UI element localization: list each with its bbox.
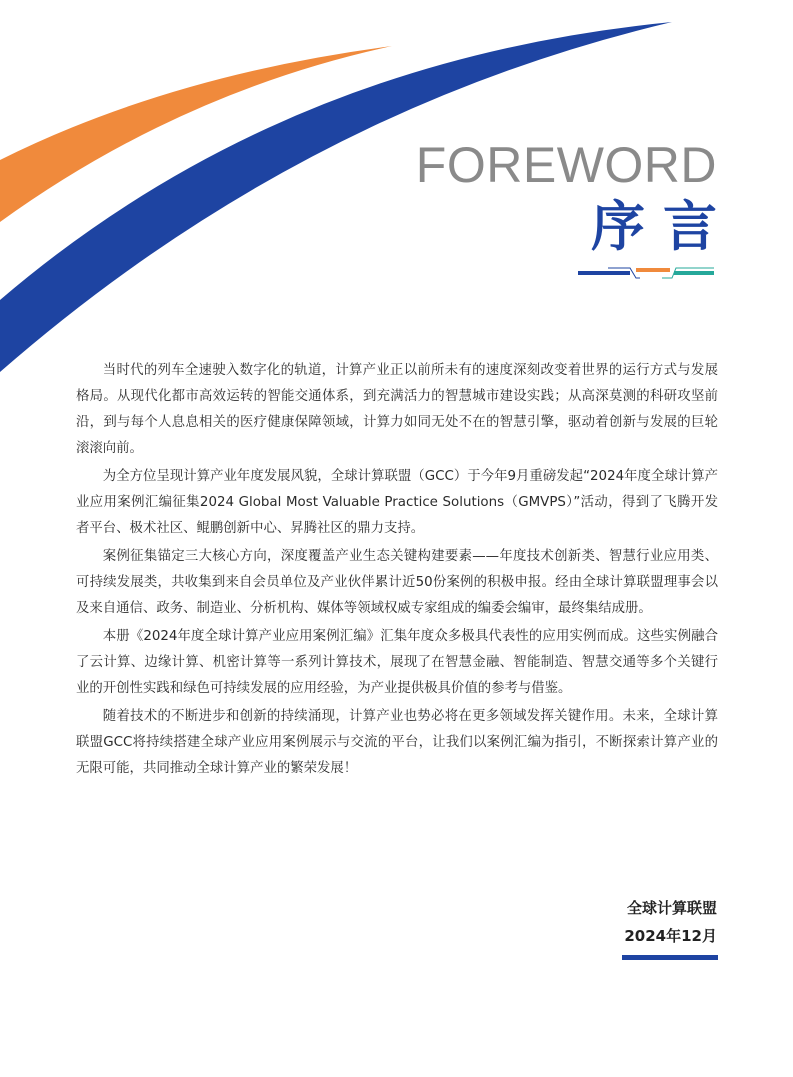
paragraph: 随着技术的不断进步和创新的持续涌现，计算产业也势必将在更多领域发挥关键作用。未来，全球计算联盟GCC将持续搭建全球产业应用案例展示与交流的平台，让我们以案例汇编为指引，不断探索计算产业的无限可能，共同推动全球计算产业的繁荣发展！ <box>76 709 718 776</box>
paragraph: 为全方位呈现计算产业年度发展风貌，全球计算联盟（GCC）于今年9月重磅发起“2024年度全球计算产业应用案例汇编征集2024 Global Most Valuable Practice Solutions（GMVPS）”活动，得到了飞腾开发者平台、极术社区、鲲鹏创新中心、昇腾社区的鼎力支持。 <box>76 469 718 536</box>
paragraph: 本册《2024年度全球计算产业应用案例汇编》汇集年度众多极具代表性的应用实例而成。这些实例融合了云计算、边缘计算、机密计算等一系列计算技术，展现了在智慧金融、智能制造、智慧交通等多个关键行业的开创性实践和绿色可持续发展的应用经验，为产业提供极具价值的参考与借鉴。 <box>76 629 718 696</box>
title-underline-decoration <box>578 266 718 282</box>
paragraph: 案例征集锚定三大核心方向，深度覆盖产业生态关键构建要素——年度技术创新类、智慧行业应用类、可持续发展类，共收集到来自会员单位及产业伙伴累计近50份案例的积极申报。经由全球计算联盟理事会以及来自通信、政务、制造业、分析机构、媒体等领域权威专家组成的编委会编审，最终集结成册。 <box>76 549 718 616</box>
foreword-title-cn: 序言 <box>591 195 735 258</box>
signature-underline <box>622 955 718 960</box>
foreword-body <box>76 358 718 784</box>
paragraph: 当时代的列车全速驶入数字化的轨道，计算产业正以前所未有的速度深刻改变着世界的运行方式与发展格局。从现代化都市高效运转的智能交通体系，到充满活力的智慧城市建设实践；从高深莫测的科研攻坚前沿，到与每个人息息相关的医疗健康保障领域，计算力如同无处不在的智慧引擎，驱动着创新与发展的巨轮滚滚向前。 <box>76 363 718 456</box>
signature <box>624 894 717 950</box>
signature-date: 2024年12月 <box>624 927 717 945</box>
blue-swoosh <box>0 22 672 372</box>
signature-org: 全球计算联盟 <box>626 899 717 917</box>
foreword-title: FOREWORD <box>415 137 717 193</box>
